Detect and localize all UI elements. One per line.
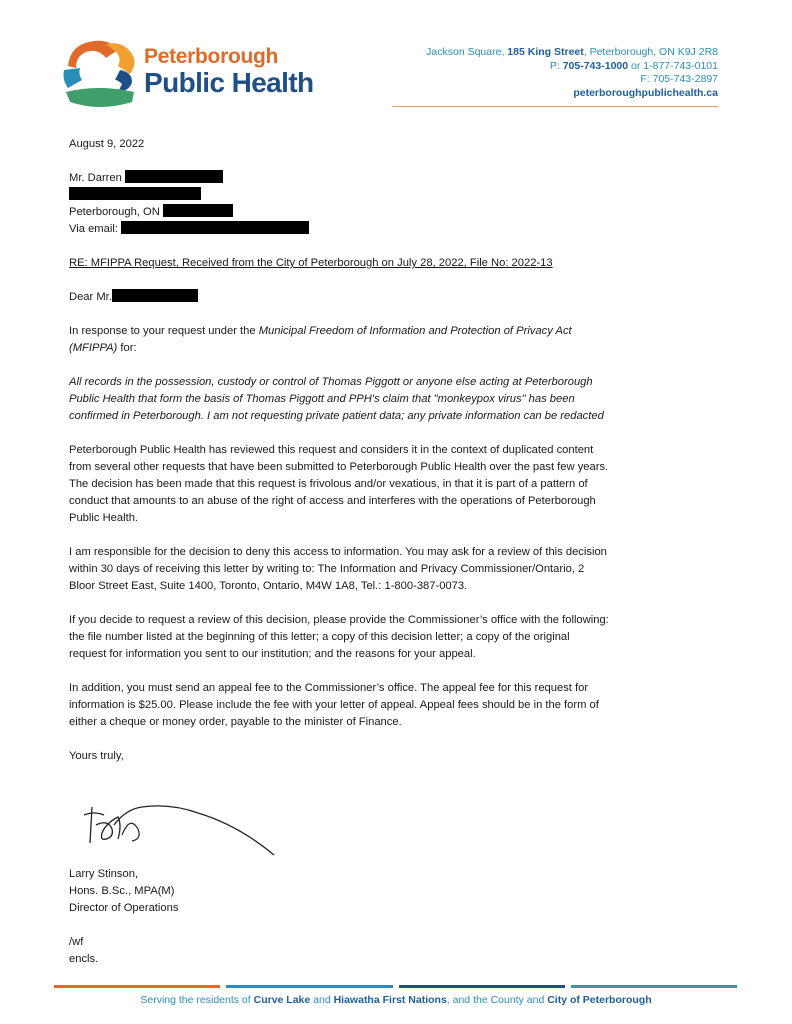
letterhead-divider xyxy=(392,106,718,107)
footer-tagline: Serving the residents of Curve Lake and Hiawatha First Nations, and the County and City of Peterborough xyxy=(140,994,652,1006)
signer-credentials: Hons. B.Sc., MPA(M) xyxy=(69,885,175,897)
typist-initials: /wf xyxy=(69,936,84,948)
redaction xyxy=(163,204,233,217)
letter-body xyxy=(69,136,719,765)
logo xyxy=(60,36,340,110)
handwritten-signature xyxy=(78,795,298,865)
signer-name: Larry Stinson, xyxy=(69,868,139,880)
logo-org-line1: Peterborough xyxy=(144,45,279,68)
peterborough-public-health-logo-icon xyxy=(60,36,138,110)
address-street-line: Jackson Square, 185 King Street, Peterborough, ON K9J 2R8 xyxy=(426,46,718,58)
paragraph-intro: In response to your request under the Municipal Freedom of Information and Protection of Privacy Act (MFIPPA) for: xyxy=(69,325,572,354)
address-fax-line: F: 705-743-2897 xyxy=(640,73,718,85)
recipient-city: Peterborough, ON xyxy=(69,206,160,218)
footer-bar xyxy=(54,985,220,988)
footer-bar xyxy=(571,985,737,988)
footer-bar xyxy=(399,985,565,988)
address-phone-line: P: 705-743-1000 or 1-877-743-0101 xyxy=(549,59,718,72)
closing: Yours truly, xyxy=(69,750,124,762)
paragraph-review-rights: I am responsible for the decision to deny this access to information. You may ask for a review of this decision within 30 days of receiving this letter by writing to: The Information and Privacy Commissioner/Ontario, 2 Bloor Street East, Suite 1400, Toronto, Ontario, M4W 1A8, Tel.: 1-800-387-0073. xyxy=(69,546,607,592)
request-quote: All records in the possession, custody or control of Thomas Piggott or anyone else acting at Peterborough Public Health that form the basis of Thomas Piggott and PPH's claim that "monkeypox virus" has been confirmed in Peterborough. I am not requesting private patient data; any private information can be redacted xyxy=(69,376,604,422)
footer-bar xyxy=(226,985,392,988)
address-website: peterboroughpublichealth.ca xyxy=(573,86,718,99)
paragraph-decision: Peterborough Public Health has reviewed this request and considers it in the context of duplicated content from several other requests that have been submitted to Peterborough Public Health over the past few years. The decision has been made that this request is frivolous and/or vexatious, in that it is part of a pattern of conduct that amounts to an abuse of the right of access and interferes with the operations of Peterborough Public Health. xyxy=(69,444,609,524)
letter-date: August 9, 2022 xyxy=(69,138,145,150)
recipient-block xyxy=(69,170,719,238)
enclosures: encls. xyxy=(69,953,99,965)
signer-title: Director of Operations xyxy=(69,902,179,914)
recipient-name: Mr. Darren xyxy=(69,172,122,184)
via-email-label: Via email: xyxy=(69,223,118,235)
footer-color-bars xyxy=(54,985,737,988)
paragraph-review-instructions: If you decide to request a review of this decision, please provide the Commissioner’s office with the following: the file number listed at the beginning of this letter; a copy of this decision letter; a copy of the original request for information you sent to our institution; and the reasons for your appeal. xyxy=(69,614,609,660)
signature-block xyxy=(69,866,178,968)
redaction xyxy=(112,289,198,302)
logo-org-line2: Public Health xyxy=(144,67,314,98)
redaction xyxy=(125,170,223,183)
redaction xyxy=(69,187,201,200)
paragraph-appeal-fee: In addition, you must send an appeal fee to the Commissioner’s office. The appeal fee for this request for information is $25.00. Please include the fee with your letter of appeal. Appeal fees should be in the form of either a cheque or money order, payable to the minister of Finance. xyxy=(69,682,599,728)
re-line: RE: MFIPPA Request, Received from the City of Peterborough on July 28, 2022, File No: 2022-13 xyxy=(69,257,553,269)
redaction xyxy=(121,221,309,234)
letterhead-address xyxy=(426,46,718,100)
salutation: Dear Mr. xyxy=(69,289,719,306)
